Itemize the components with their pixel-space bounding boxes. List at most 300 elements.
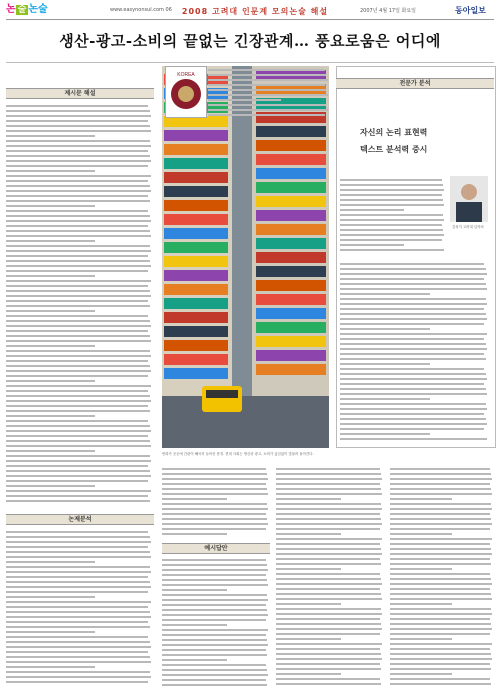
text-line [6, 330, 148, 332]
text-line [6, 611, 150, 613]
text-line [6, 390, 148, 392]
text-line [390, 583, 492, 585]
text-line [162, 599, 268, 601]
text-line [340, 313, 486, 315]
explanation-text [6, 102, 154, 512]
street-photo-drawing [162, 66, 329, 448]
signboard [164, 228, 228, 239]
text-line [340, 413, 484, 415]
text-line [390, 598, 492, 600]
text-line [6, 480, 148, 482]
text-line [162, 483, 266, 485]
text-line [6, 160, 151, 162]
text-line [162, 513, 266, 515]
text-line [390, 548, 491, 550]
text-line [390, 498, 452, 500]
text-line [6, 551, 150, 553]
text-line [6, 235, 151, 237]
text-line [162, 523, 268, 525]
text-line [6, 295, 151, 297]
text-line [6, 400, 151, 402]
text-line [6, 581, 150, 583]
text-line [340, 244, 404, 246]
text-line [162, 584, 268, 586]
intro-lines [208, 69, 330, 116]
text-line [162, 589, 227, 591]
text-line [162, 634, 266, 636]
text-line [390, 573, 490, 575]
text-line [390, 478, 492, 480]
signboard [256, 154, 326, 165]
text-line [162, 508, 268, 510]
text-line [390, 533, 452, 535]
text-line [340, 408, 487, 410]
text-line [6, 586, 151, 588]
text-line [340, 338, 484, 340]
signboard [164, 144, 228, 155]
text-line [340, 298, 486, 300]
newspaper-logo: 논 술 논술 [6, 4, 48, 15]
text-line [6, 661, 151, 663]
signboard [164, 298, 228, 309]
text-line [162, 564, 267, 566]
text-line [390, 603, 452, 605]
text-line [6, 410, 150, 412]
text-line [340, 224, 442, 226]
text-line [6, 375, 148, 377]
text-line [6, 265, 151, 267]
text-line [6, 135, 95, 137]
text-line [6, 225, 148, 227]
signboard [164, 326, 228, 337]
text-line [6, 260, 150, 262]
expert-lines-b [340, 263, 490, 440]
text-line [6, 676, 151, 678]
signboard [164, 368, 228, 379]
text-line [6, 531, 148, 533]
text-line [162, 594, 267, 596]
text-line [6, 240, 95, 242]
text-line [340, 209, 404, 211]
text-line [340, 343, 486, 345]
text-line [6, 455, 150, 457]
text-line [6, 380, 95, 382]
text-line [276, 633, 380, 635]
text-line [276, 578, 381, 580]
text-line [6, 140, 150, 142]
signboard [164, 354, 228, 365]
text-line [6, 591, 148, 593]
text-line [6, 120, 148, 122]
text-line [276, 608, 381, 610]
text-line [162, 614, 268, 616]
text-line [6, 130, 151, 132]
text-line [162, 488, 267, 490]
text-line [390, 473, 491, 475]
signboard [256, 168, 326, 179]
text-line [276, 593, 381, 595]
text-line [390, 513, 490, 515]
text-line [390, 683, 491, 685]
text-line [6, 230, 150, 232]
text-line [6, 310, 95, 312]
text-line [390, 528, 490, 530]
text-line [276, 513, 380, 515]
text-line [6, 175, 151, 177]
text-line [162, 569, 268, 571]
text-line [6, 500, 150, 502]
text-line [340, 249, 444, 251]
text-line [6, 185, 150, 187]
text-line [276, 563, 381, 565]
signboard [164, 158, 228, 169]
text-line [390, 523, 492, 525]
text-line [340, 234, 444, 236]
text-line [340, 388, 486, 390]
text-line [340, 328, 430, 330]
text-line [390, 518, 491, 520]
text-line [6, 210, 148, 212]
text-line [276, 533, 341, 535]
text-line [162, 644, 268, 646]
text-line [162, 624, 227, 626]
text-line [390, 643, 492, 645]
text-line [6, 255, 148, 257]
text-line [6, 180, 148, 182]
text-line [6, 626, 150, 628]
text-line [340, 418, 486, 420]
text-line [6, 465, 148, 467]
text-line [340, 239, 442, 241]
text-line [340, 214, 443, 216]
site-url: www.easynonsul.com 06 [110, 7, 172, 13]
text-line [340, 423, 487, 425]
mid-lines-b [162, 559, 270, 686]
signboard [256, 238, 326, 249]
text-line [162, 659, 227, 661]
text-line [390, 668, 491, 670]
text-line [390, 563, 491, 565]
text-line [162, 579, 267, 581]
text-line [276, 538, 382, 540]
text-line [6, 365, 150, 367]
signboard [256, 266, 326, 277]
explanation-lines [6, 105, 154, 502]
text-line [340, 363, 430, 365]
text-line [162, 503, 267, 505]
signboard [256, 224, 326, 235]
expert-title-line1: 자신의 논리 표현력 [360, 128, 428, 137]
text-line [390, 468, 490, 470]
signboard [164, 270, 228, 281]
text-line [6, 606, 148, 608]
text-line [208, 79, 328, 81]
issue-date: 2007년 4월 17일 화요일 [360, 8, 417, 14]
text-line [276, 483, 380, 485]
text-line [6, 245, 150, 247]
signboard [256, 210, 326, 221]
text-line [276, 528, 380, 530]
text-line [6, 541, 151, 543]
text-line [276, 638, 341, 640]
street-photo [162, 66, 329, 448]
text-line [276, 478, 382, 480]
text-line [340, 428, 484, 430]
signboard [164, 214, 228, 225]
header-rule [6, 19, 494, 20]
svg-text:KOREA: KOREA [177, 72, 195, 78]
text-line [162, 629, 268, 631]
text-line [208, 109, 328, 111]
text-line [6, 300, 148, 302]
signboard [256, 252, 326, 263]
text-line [6, 646, 151, 648]
text-line [208, 84, 325, 86]
text-line [162, 574, 266, 576]
text-line [6, 290, 150, 292]
text-line [276, 678, 380, 680]
text-line [162, 533, 227, 535]
text-line [6, 601, 151, 603]
text-line [340, 204, 444, 206]
text-line [390, 648, 490, 650]
signboard [256, 322, 326, 333]
text-line [276, 523, 382, 525]
text-line [162, 654, 267, 656]
text-line [6, 681, 148, 683]
text-line [340, 268, 486, 270]
expert-lines-a [340, 179, 446, 251]
text-line [340, 323, 484, 325]
text-line [6, 370, 151, 372]
text-line [390, 623, 491, 625]
text-line [6, 335, 150, 337]
text-line [6, 546, 148, 548]
text-line [340, 358, 486, 360]
text-line [276, 613, 382, 615]
signboard [256, 140, 326, 151]
text-line [6, 220, 151, 222]
signboard [164, 242, 228, 253]
text-line [208, 104, 326, 106]
signboard [164, 256, 228, 267]
text-line [6, 395, 150, 397]
brand-name: 동아일보 [455, 6, 486, 15]
text-line [276, 518, 381, 520]
text-line [340, 438, 487, 440]
text-line [6, 556, 151, 558]
text-line [6, 430, 151, 432]
main-headline: 생산-광고-소비의 끝없는 긴장관계… 풍요로움은 어디에 [59, 32, 441, 50]
mid-text-b [162, 556, 270, 688]
text-line [6, 145, 151, 147]
text-line [340, 189, 444, 191]
text-line [390, 653, 491, 655]
text-line [162, 528, 266, 530]
text-line [390, 578, 491, 580]
text-line [6, 616, 151, 618]
text-line [6, 325, 151, 327]
text-line [340, 393, 487, 395]
text-line [6, 355, 151, 357]
text-line [6, 105, 148, 107]
text-line [340, 263, 484, 265]
text-line [6, 340, 151, 342]
text-line [6, 536, 150, 538]
text-line [276, 468, 380, 470]
text-line [6, 165, 148, 167]
text-line [6, 566, 150, 568]
section-header-analysis: 논제분석 [6, 514, 154, 525]
author-signature: 김성지 고려대 입학처 [452, 225, 484, 229]
text-line [6, 641, 150, 643]
text-line [276, 683, 381, 685]
text-line [6, 345, 95, 347]
text-line [6, 285, 148, 287]
text-line [6, 315, 148, 317]
text-line [276, 558, 380, 560]
text-line [208, 89, 326, 91]
text-line [162, 498, 227, 500]
text-line [340, 293, 430, 295]
text-line [6, 405, 148, 407]
text-line [340, 353, 484, 355]
text-line [6, 621, 148, 623]
text-line [340, 199, 443, 201]
mid-lines-a [162, 468, 270, 535]
text-line [340, 194, 442, 196]
text-line [162, 604, 266, 606]
page-title: 2008 고려대 인문계 모의논술 해설 [181, 7, 329, 16]
text-line [340, 348, 487, 350]
portrait-graphic [450, 176, 488, 222]
text-line [276, 643, 382, 645]
text-line [390, 638, 452, 640]
text-line [390, 543, 490, 545]
text-line [6, 671, 150, 673]
text-line [276, 503, 381, 505]
expert-text-a [340, 176, 446, 256]
text-line [6, 561, 95, 563]
text-line [276, 553, 382, 555]
text-line [276, 583, 382, 585]
text-line [390, 633, 490, 635]
text-line [340, 288, 487, 290]
text-line [276, 498, 341, 500]
text-line [390, 608, 491, 610]
text-line [6, 460, 151, 462]
right-lower-text [390, 465, 494, 688]
text-line [6, 320, 150, 322]
text-line [276, 598, 382, 600]
text-line [390, 588, 490, 590]
text-line [6, 470, 150, 472]
headline-rule [6, 62, 494, 63]
text-line [276, 673, 341, 675]
text-line [208, 99, 281, 101]
text-line [6, 445, 151, 447]
text-line [208, 69, 325, 71]
text-line [276, 658, 382, 660]
text-line [162, 473, 267, 475]
text-line [340, 229, 443, 231]
text-line [6, 385, 151, 387]
text-line [276, 543, 380, 545]
section-header-sample: 예시답안 [162, 543, 270, 554]
text-line [340, 398, 430, 400]
text-line [6, 490, 151, 492]
text-line [6, 440, 150, 442]
text-line [162, 684, 267, 686]
text-line [6, 485, 95, 487]
text-line [340, 179, 442, 181]
text-line [6, 450, 95, 452]
mid-text-a [162, 465, 270, 540]
text-line [390, 593, 491, 595]
text-line [6, 576, 148, 578]
signboard [256, 350, 326, 361]
signboard [164, 172, 228, 183]
text-line [340, 283, 486, 285]
signboard [256, 196, 326, 207]
text-line [208, 114, 325, 116]
text-line [6, 155, 150, 157]
mid-text-c [276, 465, 384, 688]
text-line [6, 651, 148, 653]
text-line [390, 618, 490, 620]
intro-text [208, 66, 330, 121]
text-line [6, 215, 150, 217]
section-header-explanation: 제시문 해설 [6, 88, 154, 99]
text-line [276, 508, 382, 510]
expert-text-b [340, 260, 490, 444]
text-line [390, 558, 490, 560]
text-line [276, 618, 380, 620]
text-line [340, 403, 486, 405]
text-line [6, 656, 150, 658]
text-line [6, 571, 151, 573]
text-line [276, 548, 381, 550]
text-line [6, 280, 151, 282]
text-line [6, 270, 148, 272]
text-line [340, 308, 484, 310]
text-line [6, 425, 150, 427]
text-line [6, 205, 95, 207]
text-line [6, 200, 150, 202]
university-emblem [165, 66, 207, 118]
signboard [164, 284, 228, 295]
text-line [162, 559, 266, 561]
text-line [276, 668, 381, 670]
text-line [162, 468, 266, 470]
text-line [276, 488, 381, 490]
text-line [6, 631, 95, 633]
text-line [390, 568, 452, 570]
text-line [390, 673, 452, 675]
text-line [276, 603, 341, 605]
text-line [390, 613, 492, 615]
text-line [276, 628, 382, 630]
text-line [276, 648, 380, 650]
signboard [256, 182, 326, 193]
text-line [162, 679, 266, 681]
text-line [6, 195, 148, 197]
text-line [6, 115, 151, 117]
text-line [6, 250, 151, 252]
signboard [164, 130, 228, 141]
text-line [162, 664, 266, 666]
text-line [208, 94, 328, 96]
